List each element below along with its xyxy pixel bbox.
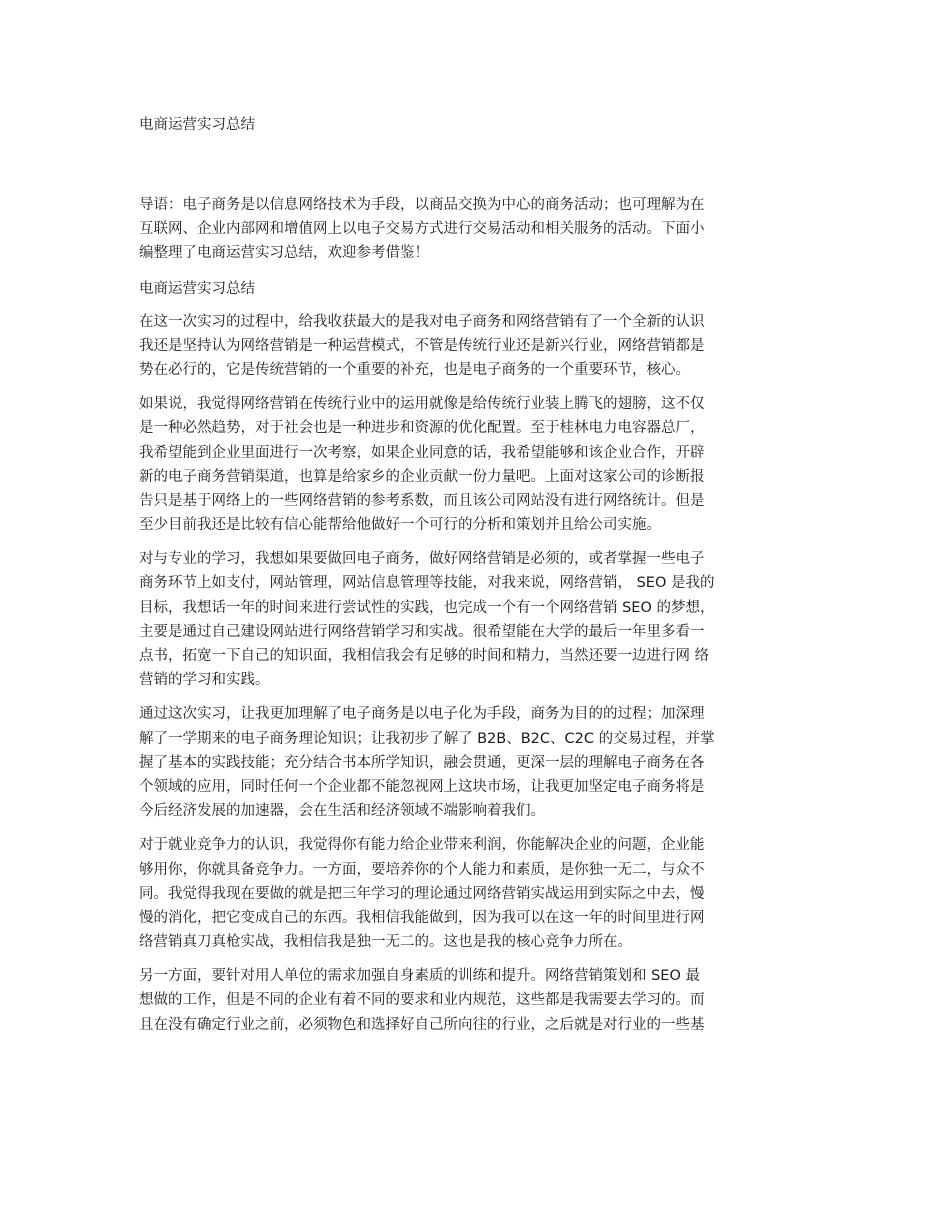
paragraph-line: 络营销真刀真枪实战，我相信我是独一无二的。这也是我的核心竞争力所在。 xyxy=(139,934,632,951)
paragraph-3 xyxy=(139,547,769,692)
intro-line: 导语：电子商务是以信息网络技术为手段，以商品交换为中心的商务活动；也可理解为在 xyxy=(139,197,705,213)
paragraph-line: 至少目前我还是比较有信心能帮给他做好一个可行的分析和策划并且给公司实施。 xyxy=(139,517,661,534)
paragraph-line: 主要是通过自己建设网站进行网络营销学习和实战。很希望能在大学的最后一年里多看一 xyxy=(139,623,705,640)
paragraph-line: 营销的学习和实践。 xyxy=(139,672,270,689)
paragraph-5 xyxy=(139,833,769,954)
paragraph-line: 我希望能到企业里面进行一次考察，如果企业同意的话，我希望能够和该企业合作，开辟 xyxy=(139,444,705,461)
paragraph-line: 我还是坚持认为网络营销是一种运营模式，不管是传统行业还是新兴行业，网络营销都是 xyxy=(139,337,705,354)
paragraph-line: 握了基本的实践技能；充分结合书本所学知识，融会贯通，更深一层的理解电子商务在各 xyxy=(139,754,705,771)
paragraph-line: 势在必行的，它是传统营销的一个重要的补充，也是电子商务的一个重要环节，核心。 xyxy=(139,361,690,378)
paragraph-line: 告只是基于网络上的一些网络营销的参考系数，而且该公司网站没有进行网络统计。但是 xyxy=(139,492,705,509)
paragraph-line: 如果说，我觉得网络营销在传统行业中的运用就像是给传统行业装上腾飞的翅膀，这不仅 xyxy=(139,396,705,413)
paragraph-line: 同。我觉得我现在要做的就是把三年学习的理论通过网络营销实战运用到实际之中去，慢 xyxy=(139,885,705,902)
paragraph-line: 慢的消化，把它变成自己的东西。我相信我能做到，因为我可以在这一年的时间里进行网 xyxy=(139,909,705,926)
paragraph-line: 够用你，你就具备竞争力。一方面，要培养你的个人能力和素质，是你独一无二，与众不 xyxy=(139,861,705,878)
section-heading: 电商运营实习总结 xyxy=(139,280,255,297)
document-page xyxy=(139,112,769,1047)
document-title: 电商运营实习总结 xyxy=(139,117,255,133)
paragraph-line: 目标，我想话一年的时间来进行尝试性的实践，也完成一个有一个网络营销 SEO 的梦想， xyxy=(139,599,715,616)
paragraph-line: 想做的工作，但是不同的企业有着不同的要求和业内规范，这些都是我需要去学习的。而 xyxy=(139,992,705,1009)
paragraph-4 xyxy=(139,702,769,823)
paragraph-line: 对于就业竞争力的认识，我觉得你有能力给企业带来利润，你能解决企业的问题，企业能 xyxy=(139,837,705,854)
paragraph-line: 在这一次实习的过程中，给我收获最大的是我对电子商务和网络营销有了一个全新的认识 xyxy=(139,313,705,330)
paragraph-line: 解了一学期来的电子商务理论知识；让我初步了解了 B2B、B2C、C2C 的交易过程，并掌 xyxy=(139,730,715,747)
paragraph-line: 今后经济发展的加速器，会在生活和经济领域不端影响着我们。 xyxy=(139,803,545,820)
paragraph-line: 个领域的应用，同时任何一个企业都不能忽视网上这块市场，让我更加坚定电子商务将是 xyxy=(139,778,705,795)
paragraph-line: 是一种必然趋势，对于社会也是一种进步和资源的优化配置。至于桂林电力电容器总厂， xyxy=(139,420,705,437)
intro-paragraph xyxy=(139,193,769,266)
paragraph-line: 点书，拓宽一下自己的知识面，我相信我会有足够的时间和精力，当然还要一边进行网 络 xyxy=(139,648,710,664)
paragraph-1 xyxy=(139,310,769,383)
paragraph-line: 对与专业的学习，我想如果要做回电子商务，做好网络营销是必须的，或者掌握一些电子 xyxy=(139,551,705,568)
paragraph-line: 且在没有确定行业之前，必须物色和选择好自己所向往的行业，之后就是对行业的一些基 xyxy=(139,1016,705,1033)
paragraph-line: 通过这次实习，让我更加理解了电子商务是以电子化为手段，商务为目的的过程；加深理 xyxy=(139,706,705,723)
intro-line: 编整理了电商运营实习总结，欢迎参考借鉴！ xyxy=(139,245,429,262)
paragraph-line: 新的电子商务营销渠道，也算是给家乡的企业贡献一份力量吧。上面对这家公司的诊断报 xyxy=(139,468,705,485)
paragraph-line: 商务环节上如支付，网站管理，网站信息管理等技能，对我来说，网络营销， SEO 是我的 xyxy=(139,575,715,592)
paragraph-2 xyxy=(139,392,769,537)
paragraph-line: 另一方面，要针对用人单位的需求加强自身素质的训练和提升。网络营销策划和 SEO 最 xyxy=(139,968,700,985)
paragraph-6 xyxy=(139,964,769,1037)
intro-line: 互联网、企业内部网和增值网上以电子交易方式进行交易活动和相关服务的活动。下面小 xyxy=(139,221,705,238)
